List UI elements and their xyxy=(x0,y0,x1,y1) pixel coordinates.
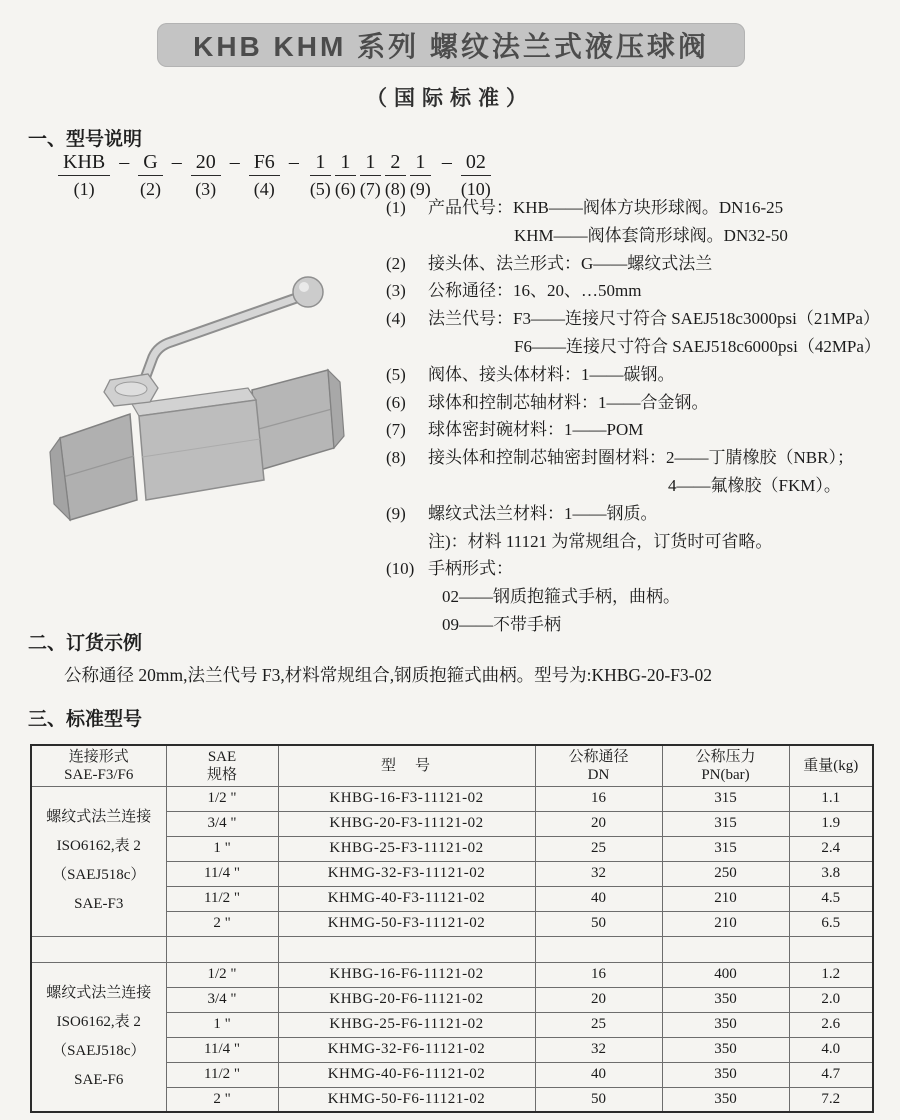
page-title: KHB KHM 系列 螺纹法兰式液压球阀 xyxy=(193,31,709,62)
table-row: 2 " KHMG-50-F3-11121-02 50 210 6.5 xyxy=(31,911,873,936)
note-4: (4) 法兰代号：F3——连接尺寸符合 SAEJ518c3000psi（21MPa） F6——连接尺寸符合 SAEJ518c6000psi（42MPa） xyxy=(386,309,881,356)
table-row: 11/2 " KHMG-40-F3-11121-02 40 210 4.5 xyxy=(31,886,873,911)
section-heading-model: 一、型号说明 xyxy=(28,129,143,150)
col-header-sae-size: SAE 规格 xyxy=(166,745,278,786)
table-row: 螺纹式法兰连接 ISO6162,表 2 （SAEJ518c） SAE-F3 1/2 " KHBG-16-F3-11121-02 16 315 1.1 xyxy=(31,786,873,811)
col-header-model: 型 号 xyxy=(278,745,535,786)
code-segment-4: F6 (4) xyxy=(249,150,280,200)
ball-valve-illustration xyxy=(36,252,360,522)
section-heading-order-example: 二、订货示例 xyxy=(28,633,143,654)
table-row: 1 " KHBG-25-F6-11121-02 25 350 2.6 xyxy=(31,1012,873,1037)
note-8: (8) 接头体和控制芯轴密封圈材料：2——丁腈橡胶（NBR）； 4——氟橡胶（FKM）。 xyxy=(386,448,854,495)
table-row: 11/2 " KHMG-40-F6-11121-02 40 350 4.7 xyxy=(31,1062,873,1087)
standard-models-table xyxy=(30,744,874,1113)
table-row: 2 " KHMG-50-F6-11121-02 50 350 7.2 xyxy=(31,1087,873,1112)
note-1: (1) 产品代号：KHB——阀体方块形球阀。DN16-25 KHM——阀体套筒形球阀。DN32-50 xyxy=(386,198,788,245)
code-dash: – xyxy=(119,151,130,173)
col-header-weight: 重量(kg) xyxy=(789,745,873,786)
section-heading-standard-models: 三、标准型号 xyxy=(28,709,143,730)
code-dash: – xyxy=(441,151,452,173)
code-segment-3: 20 (3) xyxy=(191,150,221,200)
page-subtitle: （国际标准） xyxy=(366,87,534,110)
code-segment-7: 1 (7) xyxy=(359,151,381,199)
code-dash: – xyxy=(288,151,299,173)
order-example-text: 公称通径 20mm,法兰代号 F3,材料常规组合,钢质抱箍式曲柄。型号为:KHBG-20-F3-02 xyxy=(64,665,712,685)
table-row: 11/4 " KHMG-32-F6-11121-02 32 350 4.0 xyxy=(31,1037,873,1062)
code-dash: – xyxy=(229,151,240,173)
col-header-dn: 公称通径 DN xyxy=(535,745,662,786)
note-3: (3) 公称通径：16、20、…50mm xyxy=(386,281,642,301)
code-segment-1: KHB (1) xyxy=(58,150,110,200)
code-segment-8: 2 (8) xyxy=(384,151,406,199)
note-10: (10) 手柄形式： 02——钢质抱箍式手柄，曲柄。 09——不带手柄 xyxy=(386,559,680,634)
table-header-row xyxy=(31,745,873,786)
table-row: 3/4 " KHBG-20-F6-11121-02 20 350 2.0 xyxy=(31,987,873,1012)
note-5: (5) 阀体、接头体材料：1——碳钢。 xyxy=(386,364,675,384)
table-row: 1 " KHBG-25-F3-11121-02 25 315 2.4 xyxy=(31,836,873,861)
note-2: (2) 接头体、法兰形式：G——螺纹式法兰 xyxy=(386,253,713,273)
product-photo-ball-valve xyxy=(36,252,360,522)
code-segment-5: 1 (5) xyxy=(309,151,331,199)
note-6: (6) 球体和控制芯轴材料：1——合金钢。 xyxy=(386,392,709,412)
code-segment-2: G (2) xyxy=(139,151,161,199)
model-code-breakdown xyxy=(58,150,491,200)
table-row: 螺纹式法兰连接 ISO6162,表 2 （SAEJ518c） SAE-F6 1/2 " KHBG-16-F6-11121-02 16 400 1.2 xyxy=(31,962,873,987)
group-label-f3: 螺纹式法兰连接 ISO6162,表 2 （SAEJ518c） SAE-F3 xyxy=(31,786,166,936)
note-7: (7) 球体密封碗材料：1——POM xyxy=(386,420,644,440)
code-dash: – xyxy=(171,151,182,173)
code-segment-10: 02 (10) xyxy=(460,151,491,199)
code-segment-9: 1 (9) xyxy=(409,151,431,199)
note-9: (9) 螺纹式法兰材料：1——钢质。 注)：材料 11121 为常规组合，订货时可省略。 xyxy=(386,503,773,551)
code-segment-6: 1 (6) xyxy=(334,151,356,199)
col-header-connection: 连接形式 SAE-F3/F6 xyxy=(31,745,166,786)
table-row: 11/4 " KHMG-32-F3-11121-02 32 250 3.8 xyxy=(31,861,873,886)
col-header-pn: 公称压力 PN(bar) xyxy=(662,745,789,786)
model-notes-list xyxy=(386,194,900,639)
group-label-f6: 螺纹式法兰连接 ISO6162,表 2 （SAEJ518c） SAE-F6 xyxy=(31,962,166,1112)
title-banner xyxy=(157,23,745,67)
table-row: 3/4 " KHBG-20-F3-11121-02 20 315 1.9 xyxy=(31,811,873,836)
table-spacer-row xyxy=(31,936,873,962)
